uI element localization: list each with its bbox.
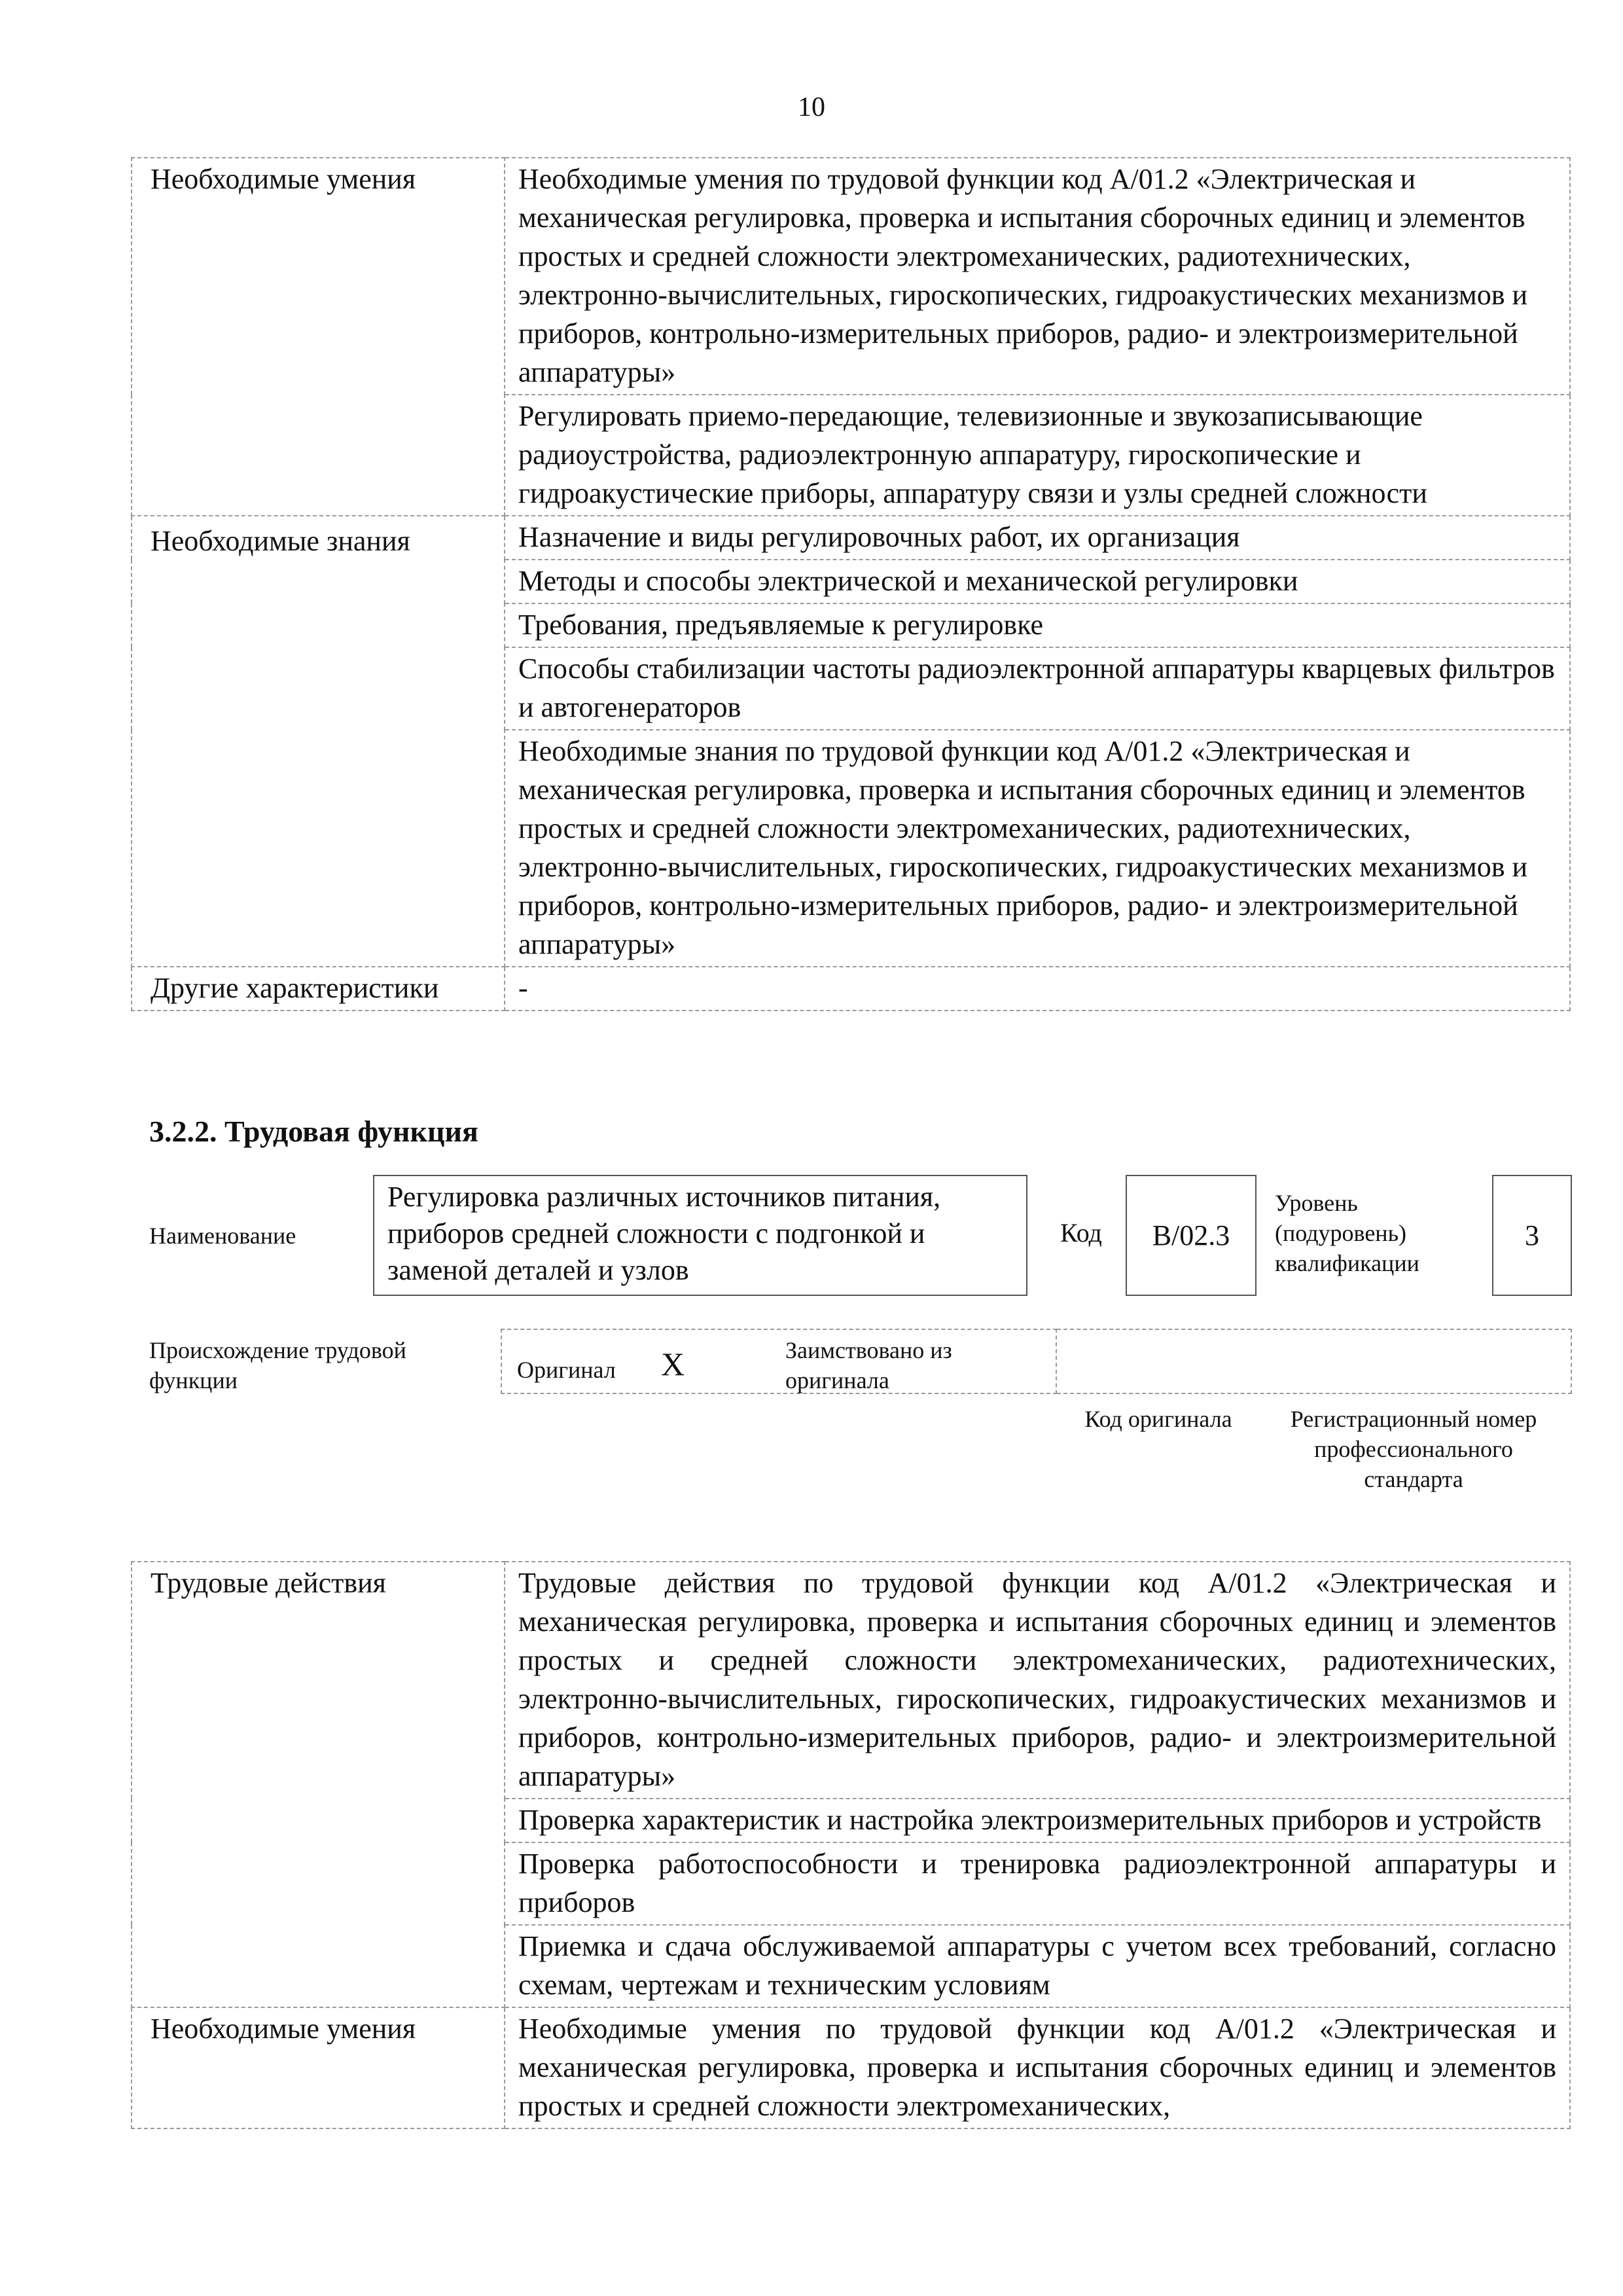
- code-label: Код: [1060, 1218, 1102, 1247]
- row-label-knowledge: [132, 516, 505, 967]
- table-row: [132, 158, 1570, 395]
- original-label: Оригинал: [517, 1357, 616, 1383]
- page-number: 10: [798, 92, 825, 122]
- knowledge-label-text: Необходимые знания: [151, 525, 410, 557]
- row-label-skills-2: Необходимые умения: [132, 2007, 505, 2128]
- knowledge-item: Назначение и виды регулировочных работ, их организация: [505, 516, 1570, 560]
- table-row: [132, 2007, 1570, 2128]
- reg-number-label: Регистрационный номер профессионального стандарта: [1290, 1406, 1537, 1492]
- table-row: [132, 1562, 1570, 1799]
- knowledge-item: Способы стабилизации частоты радиоэлектронной аппаратуры кварцевых фильтров и автогенераторов: [505, 647, 1570, 730]
- actions-item: Проверка работоспособности и тренировка радиоэлектронной аппаратуры и приборов: [505, 1842, 1570, 1925]
- borrowed-label: Заимствовано из оригинала: [785, 1337, 952, 1393]
- row-label-skills: Необходимые умения: [132, 158, 505, 516]
- level-box: 3: [1492, 1175, 1572, 1296]
- skills-item: Необходимые умения по трудовой функции код А/01.2 «Электрическая и механическая регулировка, проверка и испытания сборочных единиц и элементов простых и средней сложности электромеханических,: [505, 2007, 1570, 2128]
- origin-label: Происхождение трудовой функции: [149, 1337, 406, 1393]
- origin-extra-box: [1057, 1329, 1572, 1394]
- level-label: Уровень (подуровень) квалификации: [1275, 1190, 1419, 1276]
- original-mark: X: [661, 1346, 685, 1382]
- name-label: Наименование: [149, 1223, 296, 1249]
- skills-item: Регулировать приемо-передающие, телевизионные и звукозаписывающие радиоустройства, радиоэлектронную аппаратуру, гироскопические и гидроакустические приборы, аппаратуру связи и узлы средней сложности: [505, 395, 1570, 516]
- table-row: [132, 967, 1570, 1011]
- skills-item: Необходимые умения по трудовой функции код А/01.2 «Электрическая и механическая регулировка, проверка и испытания сборочных единиц и элементов простых и средней сложности электромеханических, радиотехнических, электронно-вычислительных, гироскопических, гидроакустических механизмов и приборов, контрольно-измерительных приборов, радио- и электроизмерительной аппаратуры»: [505, 158, 1570, 395]
- actions-table: [131, 1561, 1571, 2129]
- row-label-actions: Трудовые действия: [132, 1562, 505, 2007]
- actions-item: Приемка и сдача обслуживаемой аппаратуры с учетом всех требований, согласно схемам, чертежам и техническим условиям: [505, 1925, 1570, 2007]
- other-item: -: [505, 967, 1570, 1011]
- actions-item: Проверка характеристик и настройка электроизмерительных приборов и устройств: [505, 1799, 1570, 1842]
- function-name-box: Регулировка различных источников питания, приборов средней сложности с подгонкой и заменой деталей и узлов: [373, 1175, 1027, 1296]
- row-label-other: Другие характеристики: [132, 967, 505, 1011]
- knowledge-item: Необходимые знания по трудовой функции код А/01.2 «Электрическая и механическая регулировка, проверка и испытания сборочных единиц и элементов простых и средней сложности электромеханических, радиотехнических, электронно-вычислительных, гироскопических, гидроакустических механизмов и приборов, контрольно-измерительных приборов, радио- и электроизмерительной аппаратуры»: [505, 730, 1570, 967]
- function-code-box: B/02.3: [1126, 1175, 1257, 1296]
- section-title: 3.2.2. Трудовая функция: [149, 1115, 478, 1148]
- knowledge-item: Методы и способы электрической и механической регулировки: [505, 560, 1570, 603]
- knowledge-item: Требования, предъявляемые к регулировке: [505, 603, 1570, 647]
- table-row: [132, 516, 1570, 560]
- actions-item: Трудовые действия по трудовой функции код А/01.2 «Электрическая и механическая регулировка, проверка и испытания сборочных единиц и элементов простых и средней сложности электромеханических, радиотехнических, электронно-вычислительных, гироскопических, гидроакустических механизмов и приборов, контрольно-измерительных приборов, радио- и электроизмерительной аппаратуры»: [505, 1562, 1570, 1799]
- code-original-label: Код оригинала: [1084, 1406, 1232, 1432]
- requirements-table: [131, 157, 1571, 1011]
